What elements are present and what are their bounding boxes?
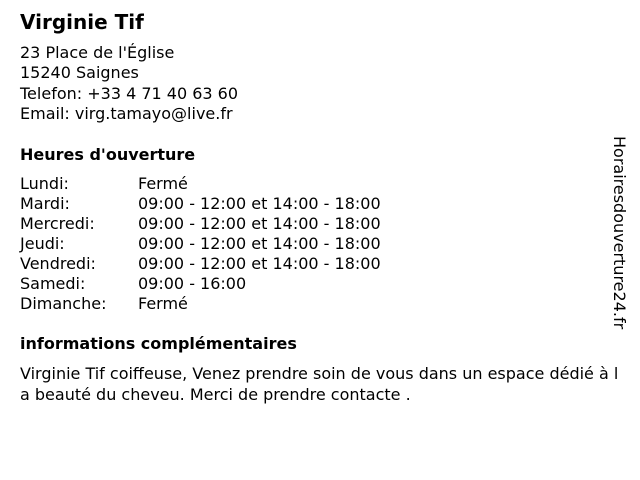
hours-row (20, 294, 381, 314)
hours-day: Vendredi: (20, 254, 96, 273)
info-heading: informations complémentaires (20, 334, 297, 353)
hours-day: Dimanche: (20, 294, 107, 313)
hours-row (20, 194, 381, 214)
hours-time: 09:00 - 12:00 et 14:00 - 18:00 (138, 254, 381, 273)
hours-day: Mardi: (20, 194, 70, 213)
hours-day: Mercredi: (20, 214, 95, 233)
hours-row (20, 254, 381, 274)
hours-day: Jeudi: (20, 234, 65, 253)
hours-time: Fermé (138, 294, 188, 313)
hours-time: 09:00 - 12:00 et 14:00 - 18:00 (138, 194, 381, 213)
hours-day: Lundi: (20, 174, 69, 193)
hours-row (20, 174, 381, 194)
info-description: Virginie Tif coiffeuse, Venez prendre soin de vous dans un espace dédié à la beauté du cheveu. Merci de prendre contacte . (20, 364, 619, 404)
hours-day: Samedi: (20, 274, 86, 293)
hours-heading: Heures d'ouverture (20, 145, 196, 164)
hours-time: Fermé (138, 174, 188, 193)
business-name: Virginie Tif (20, 10, 144, 34)
hours-row (20, 234, 381, 254)
hours-row (20, 214, 381, 234)
email-text: Email: virg.tamayo@live.fr (20, 103, 233, 123)
hours-time: 09:00 - 16:00 (138, 274, 247, 293)
hours-row (20, 274, 381, 294)
address-street: 23 Place de l'Église (20, 43, 175, 62)
hours-time: 09:00 - 12:00 et 14:00 - 18:00 (138, 234, 381, 253)
address-city: 15240 Saignes (20, 63, 139, 83)
phone-text: Telefon: +33 4 71 40 63 60 (20, 83, 239, 103)
address-block (20, 43, 238, 124)
site-watermark: Horairesdouverture24.fr (610, 136, 629, 330)
hours-time: 09:00 - 12:00 et 14:00 - 18:00 (138, 214, 381, 233)
hours-table (20, 174, 381, 314)
